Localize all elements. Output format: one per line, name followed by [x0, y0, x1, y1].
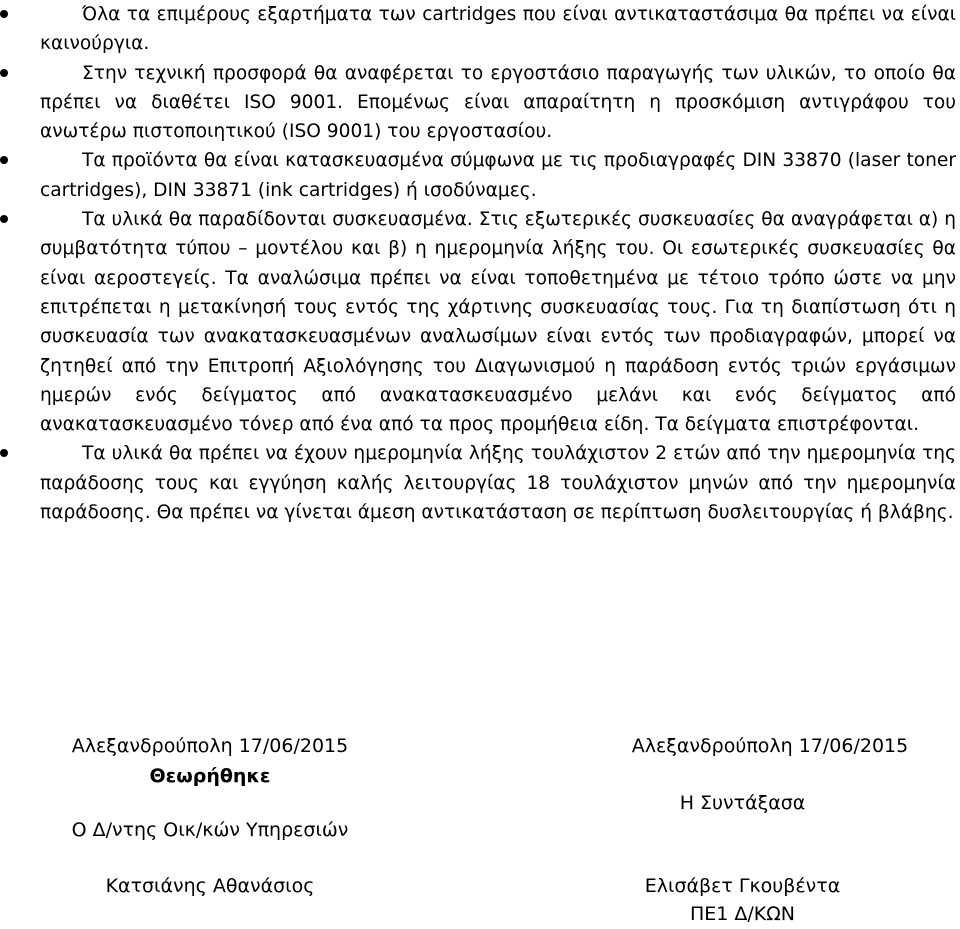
- right-place-date: Αλεξανδρούπολη 17/06/2015: [631, 735, 909, 757]
- list-item-text: Τα υλικά θα παραδίδονται συσκευασμένα. Στις εξωτερικές συσκευασίες θα αναγράφεται α) η συμβατότητα τύπου – μοντέλου και β) η ημερομηνία λήξης του. Οι εσωτερικές συσκευασίες θα είναι αεροστεγείς. Τα αναλώσιμα πρέπει να είναι τοποθετημένα με τέτοιο τρόπο ώστε να μην επιτρέπεται η μετακίνησή τους εντός της χάρτινης συσκευασίας τους. Για τη διαπίστωση ότι η συσκευασία των ανακατασκευασμένων αναλωσίμων είναι εντός των προδιαγραφών, μπορεί να ζητηθεί από την Επιτροπή Αξιολόγησης του Διαγωνισμού η παράδοση εντός τριών εργάσιμων ημερών ενός δείγματος από ανακατασκευασμένο μελάνι και ενός δείγματος από ανακατασκευασμένο τόνερ από ένα από τα προς προμήθεια είδη. Τα δείγματα επιστρέφονται.: [40, 209, 956, 436]
- list-item-text: Όλα τα επιμέρους εξαρτήματα των cartridges που είναι αντικαταστάσιμα θα πρέπει να είναι καινούργια.: [40, 4, 956, 55]
- list-item: [0, 59, 960, 147]
- bullet-icon: [0, 215, 8, 223]
- right-signatory-role: Η Συντάξασα: [679, 792, 806, 814]
- bullet-icon: [0, 449, 8, 457]
- right-signatory-title: ΠΕ1 Δ/ΚΩΝ: [689, 903, 795, 925]
- list-item: [0, 439, 960, 527]
- list-item: [0, 205, 960, 439]
- bullet-icon: [0, 69, 8, 77]
- list-item-text: Στην τεχνική προσφορά θα αναφέρεται το εργοστάσιο παραγωγής των υλικών, το οποίο θα πρέπει να διαθέτει ISO 9001. Επομένως είναι απαραίτητη η προσκόμιση αντιγράφου του ανωτέρω πιστοποιητικού (ISO 9001) του εργοστασίου.: [40, 62, 956, 143]
- list-item: [0, 0, 960, 59]
- approval-status: Θεωρήθηκε: [149, 765, 271, 787]
- left-signatory-role: Ο Δ/ντης Οικ/κών Υπηρεσιών: [71, 819, 349, 841]
- left-signatory-name: Κατσιάνης Αθανάσιος: [105, 875, 315, 897]
- left-place-date: Αλεξανδρούπολη 17/06/2015: [71, 735, 349, 757]
- right-signatory-name: Ελισάβετ Γκουβέντα: [644, 875, 841, 897]
- list-item-text: Τα υλικά θα πρέπει να έχουν ημερομηνία λήξης τουλάχιστον 2 ετών από την ημερομηνία της παράδοσης τους και εγγύηση καλής λειτουργίας 18 τουλάχιστον μηνών από την ημερομηνία παράδοσης. Θα πρέπει να γίνεται άμεση αντικατάσταση σε περίπτωση δυσλειτουργίας ή βλάβης.: [40, 443, 956, 524]
- list-item: [0, 146, 960, 205]
- list-item-text: Τα προϊόντα θα είναι κατασκευασμένα σύμφωνα με τις προδιαγραφές DIN 33870 (laser toner cartridges), DIN 33871 (ink cartridges) ή ισοδύναμες.: [40, 150, 956, 201]
- bullet-icon: [0, 10, 8, 18]
- bullet-icon: [0, 156, 8, 164]
